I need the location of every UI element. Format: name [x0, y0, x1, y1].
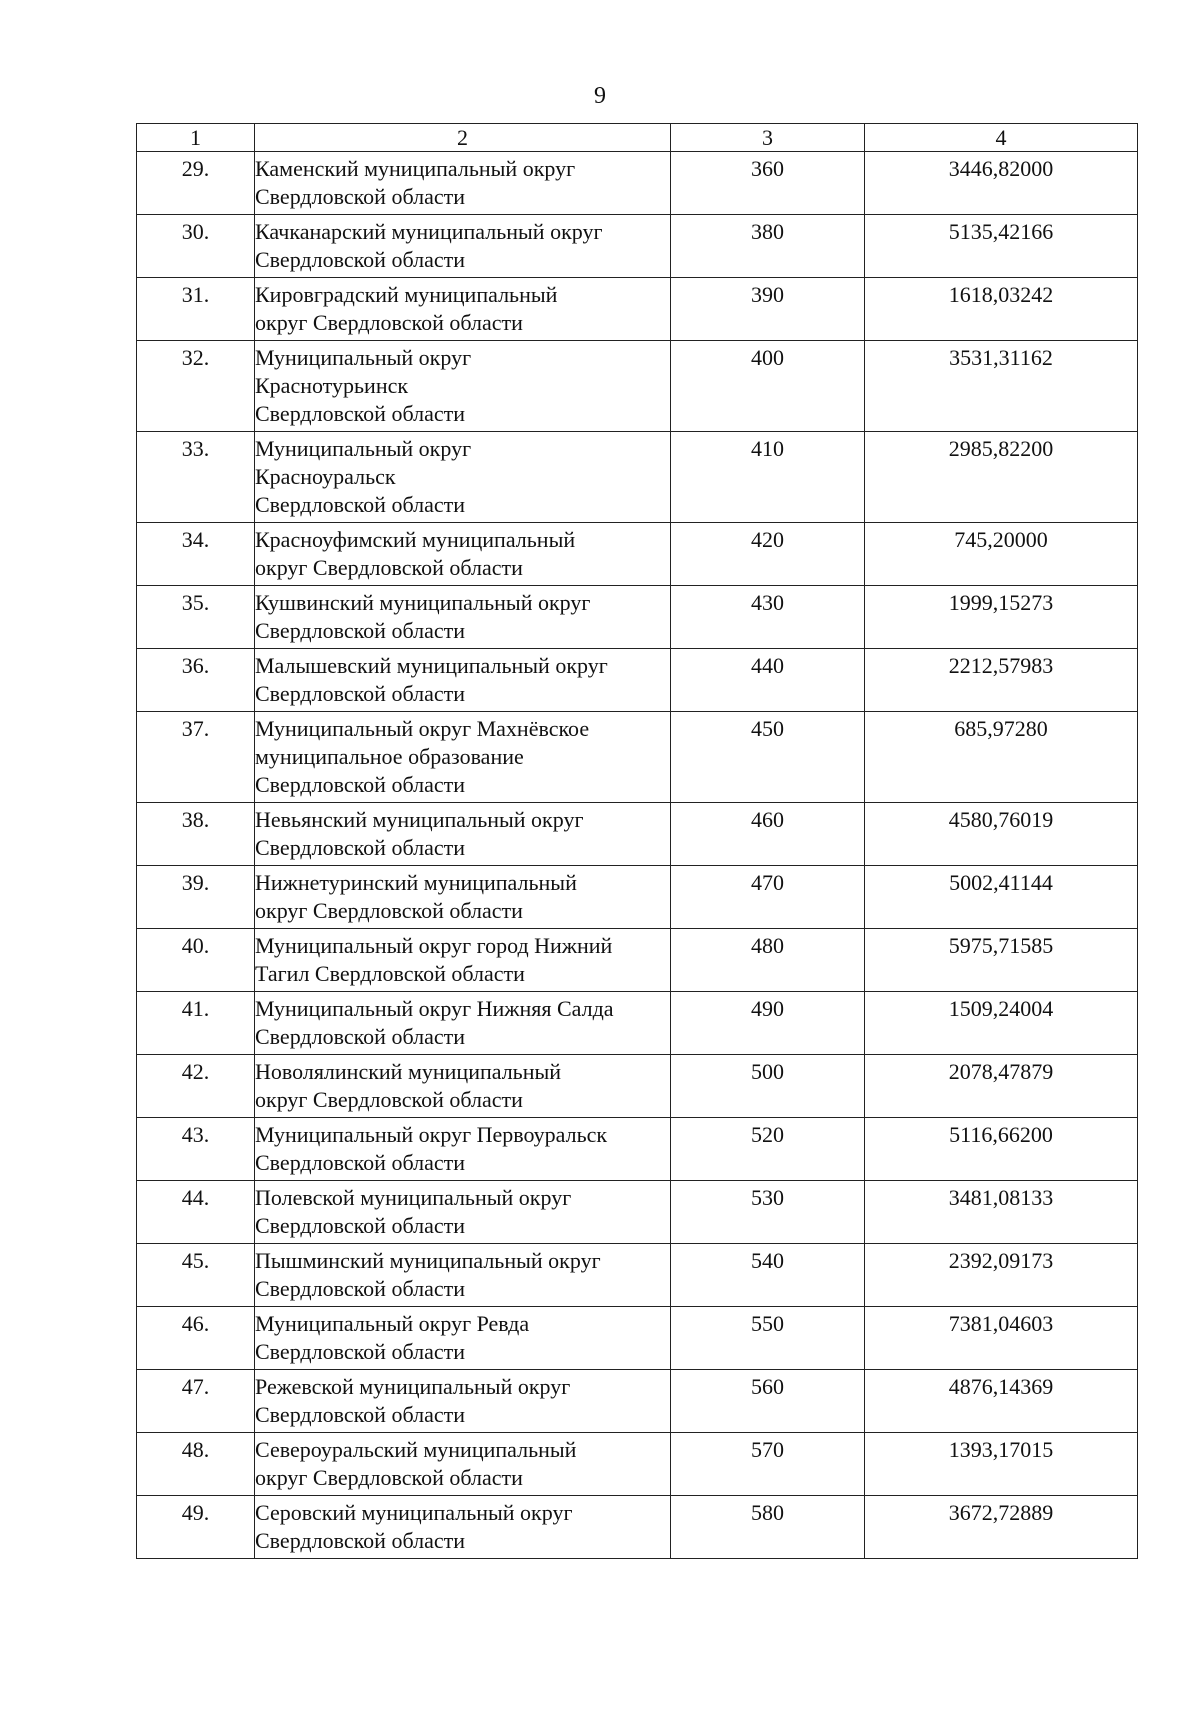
- municipality-name-line: Свердловской области: [255, 681, 465, 706]
- row-number: 34.: [137, 523, 255, 586]
- municipality-code: 380: [671, 215, 865, 278]
- row-number: 46.: [137, 1307, 255, 1370]
- municipality-name-line: округ Свердловской области: [255, 555, 523, 580]
- municipality-code: 470: [671, 866, 865, 929]
- municipality-name: [255, 215, 671, 278]
- municipality-name: [255, 803, 671, 866]
- amount-value: 1393,17015: [865, 1433, 1138, 1496]
- municipality-name-line: Свердловской области: [255, 401, 465, 426]
- municipality-code: 440: [671, 649, 865, 712]
- municipality-name: [255, 712, 671, 803]
- row-number: 38.: [137, 803, 255, 866]
- table-row: [137, 712, 1138, 803]
- amount-value: 1999,15273: [865, 586, 1138, 649]
- municipality-code: 500: [671, 1055, 865, 1118]
- table-row: [137, 341, 1138, 432]
- table-row: [137, 1496, 1138, 1559]
- table-row: [137, 1055, 1138, 1118]
- municipality-name-line: Тагил Свердловской области: [255, 961, 525, 986]
- municipality-name-line: Свердловской области: [255, 1213, 465, 1238]
- municipality-name-line: Кировградский муниципальный: [255, 282, 558, 307]
- municipality-name-line: Североуральский муниципальный: [255, 1437, 577, 1462]
- row-number: 44.: [137, 1181, 255, 1244]
- municipality-name-line: Полевской муниципальный округ: [255, 1185, 572, 1210]
- row-number: 42.: [137, 1055, 255, 1118]
- municipality-code: 410: [671, 432, 865, 523]
- municipality-name: [255, 278, 671, 341]
- municipality-name: [255, 152, 671, 215]
- table-row: [137, 992, 1138, 1055]
- municipality-name: [255, 929, 671, 992]
- municipality-code: 520: [671, 1118, 865, 1181]
- row-number: 37.: [137, 712, 255, 803]
- table-row: [137, 1181, 1138, 1244]
- municipality-code: 570: [671, 1433, 865, 1496]
- table-row: [137, 866, 1138, 929]
- municipality-code: 530: [671, 1181, 865, 1244]
- municipality-name-line: Нижнетуринский муниципальный: [255, 870, 577, 895]
- municipality-name-line: Муниципальный округ Ревда: [255, 1311, 530, 1336]
- municipality-name-line: Муниципальный округ город Нижний: [255, 933, 613, 958]
- row-number: 32.: [137, 341, 255, 432]
- row-number: 41.: [137, 992, 255, 1055]
- municipality-name: [255, 992, 671, 1055]
- municipality-name-line: Муниципальный округ Нижняя Салда: [255, 996, 614, 1021]
- municipality-code: 580: [671, 1496, 865, 1559]
- municipality-name-line: Краснотурьинск: [255, 373, 409, 398]
- row-number: 47.: [137, 1370, 255, 1433]
- municipality-code: 420: [671, 523, 865, 586]
- municipality-name-line: округ Свердловской области: [255, 1087, 523, 1112]
- municipality-name-line: Кушвинский муниципальный округ: [255, 590, 591, 615]
- municipality-name: [255, 1118, 671, 1181]
- municipality-name-line: Качканарский муниципальный округ: [255, 219, 603, 244]
- amount-value: 3446,82000: [865, 152, 1138, 215]
- table-row: [137, 152, 1138, 215]
- municipality-code: 390: [671, 278, 865, 341]
- amount-value: 5116,66200: [865, 1118, 1138, 1181]
- row-number: 35.: [137, 586, 255, 649]
- municipality-name-line: Свердловской области: [255, 1024, 465, 1049]
- municipality-name-line: Свердловской области: [255, 1339, 465, 1364]
- municipality-code: 460: [671, 803, 865, 866]
- table-row: [137, 1433, 1138, 1496]
- municipality-name: [255, 866, 671, 929]
- municipality-name: [255, 1370, 671, 1433]
- municipality-name: [255, 1496, 671, 1559]
- table-row: [137, 929, 1138, 992]
- municipality-name: [255, 1433, 671, 1496]
- table-row: [137, 432, 1138, 523]
- table-row: [137, 1118, 1138, 1181]
- row-number: 45.: [137, 1244, 255, 1307]
- table-row: [137, 1370, 1138, 1433]
- table-row: [137, 523, 1138, 586]
- row-number: 43.: [137, 1118, 255, 1181]
- row-number: 31.: [137, 278, 255, 341]
- municipality-name-line: Свердловской области: [255, 492, 465, 517]
- municipality-name-line: Каменский муниципальный округ: [255, 156, 576, 181]
- municipality-name-line: Невьянский муниципальный округ: [255, 807, 584, 832]
- amount-value: 685,97280: [865, 712, 1138, 803]
- municipality-code: 360: [671, 152, 865, 215]
- municipality-code: 480: [671, 929, 865, 992]
- municipality-name-line: Муниципальный округ: [255, 345, 472, 370]
- municipality-name: [255, 1244, 671, 1307]
- municipality-name: [255, 1181, 671, 1244]
- table-header-row: [137, 124, 1138, 152]
- municipality-name-line: Муниципальный округ: [255, 436, 472, 461]
- municipality-name-line: Свердловской области: [255, 618, 465, 643]
- municipality-name-line: Муниципальный округ Первоуральск: [255, 1122, 608, 1147]
- municipality-name-line: Муниципальный округ Махнёвское: [255, 716, 590, 741]
- amount-value: 5975,71585: [865, 929, 1138, 992]
- municipality-name-line: округ Свердловской области: [255, 310, 523, 335]
- row-number: 29.: [137, 152, 255, 215]
- municipality-name-line: Режевской муниципальный округ: [255, 1374, 571, 1399]
- municipality-code: 430: [671, 586, 865, 649]
- municipality-code: 560: [671, 1370, 865, 1433]
- municipality-name: [255, 1055, 671, 1118]
- amount-value: 745,20000: [865, 523, 1138, 586]
- amount-value: 3531,31162: [865, 341, 1138, 432]
- municipality-code: 550: [671, 1307, 865, 1370]
- municipality-name: [255, 1307, 671, 1370]
- municipality-code: 540: [671, 1244, 865, 1307]
- table-row: [137, 1307, 1138, 1370]
- row-number: 40.: [137, 929, 255, 992]
- municipality-code: 400: [671, 341, 865, 432]
- table-row: [137, 586, 1138, 649]
- municipality-name-line: округ Свердловской области: [255, 898, 523, 923]
- municipality-name-line: Свердловской области: [255, 184, 465, 209]
- municipality-name-line: округ Свердловской области: [255, 1465, 523, 1490]
- table-row: [137, 803, 1138, 866]
- header-cell: 1: [137, 124, 255, 152]
- data-table: [136, 123, 1138, 1559]
- table-row: [137, 649, 1138, 712]
- municipality-name-line: Серовский муниципальный округ: [255, 1500, 573, 1525]
- municipality-name: [255, 523, 671, 586]
- municipality-name-line: Свердловской области: [255, 1276, 465, 1301]
- municipality-name: [255, 341, 671, 432]
- municipality-code: 490: [671, 992, 865, 1055]
- amount-value: 3481,08133: [865, 1181, 1138, 1244]
- municipality-name-line: Новолялинский муниципальный: [255, 1059, 562, 1084]
- amount-value: 2212,57983: [865, 649, 1138, 712]
- municipality-name-line: Красноуфимский муниципальный: [255, 527, 576, 552]
- amount-value: 5135,42166: [865, 215, 1138, 278]
- amount-value: 2985,82200: [865, 432, 1138, 523]
- municipality-name: [255, 649, 671, 712]
- amount-value: 2078,47879: [865, 1055, 1138, 1118]
- amount-value: 1618,03242: [865, 278, 1138, 341]
- municipality-name-line: Свердловской области: [255, 1150, 465, 1175]
- amount-value: 2392,09173: [865, 1244, 1138, 1307]
- table-row: [137, 1244, 1138, 1307]
- amount-value: 1509,24004: [865, 992, 1138, 1055]
- header-cell: 2: [255, 124, 671, 152]
- row-number: 39.: [137, 866, 255, 929]
- municipality-name-line: Свердловской области: [255, 247, 465, 272]
- header-cell: 3: [671, 124, 865, 152]
- table-row: [137, 278, 1138, 341]
- row-number: 48.: [137, 1433, 255, 1496]
- table-row: [137, 215, 1138, 278]
- amount-value: 7381,04603: [865, 1307, 1138, 1370]
- row-number: 49.: [137, 1496, 255, 1559]
- municipality-name-line: Свердловской области: [255, 772, 465, 797]
- municipality-name: [255, 586, 671, 649]
- page-number: 9: [594, 83, 606, 109]
- municipality-name-line: Пышминский муниципальный округ: [255, 1248, 601, 1273]
- municipality-name-line: Свердловской области: [255, 1402, 465, 1427]
- amount-value: 5002,41144: [865, 866, 1138, 929]
- municipality-name-line: муниципальное образование: [255, 744, 524, 769]
- amount-value: 4876,14369: [865, 1370, 1138, 1433]
- amount-value: 4580,76019: [865, 803, 1138, 866]
- municipality-code: 450: [671, 712, 865, 803]
- row-number: 36.: [137, 649, 255, 712]
- row-number: 30.: [137, 215, 255, 278]
- header-cell: 4: [865, 124, 1138, 152]
- row-number: 33.: [137, 432, 255, 523]
- municipality-name-line: Свердловской области: [255, 835, 465, 860]
- municipality-name-line: Малышевский муниципальный округ: [255, 653, 608, 678]
- municipality-name-line: Красноуральск: [255, 464, 396, 489]
- amount-value: 3672,72889: [865, 1496, 1138, 1559]
- municipality-name-line: Свердловской области: [255, 1528, 465, 1553]
- municipality-name: [255, 432, 671, 523]
- table-body: [137, 152, 1138, 1559]
